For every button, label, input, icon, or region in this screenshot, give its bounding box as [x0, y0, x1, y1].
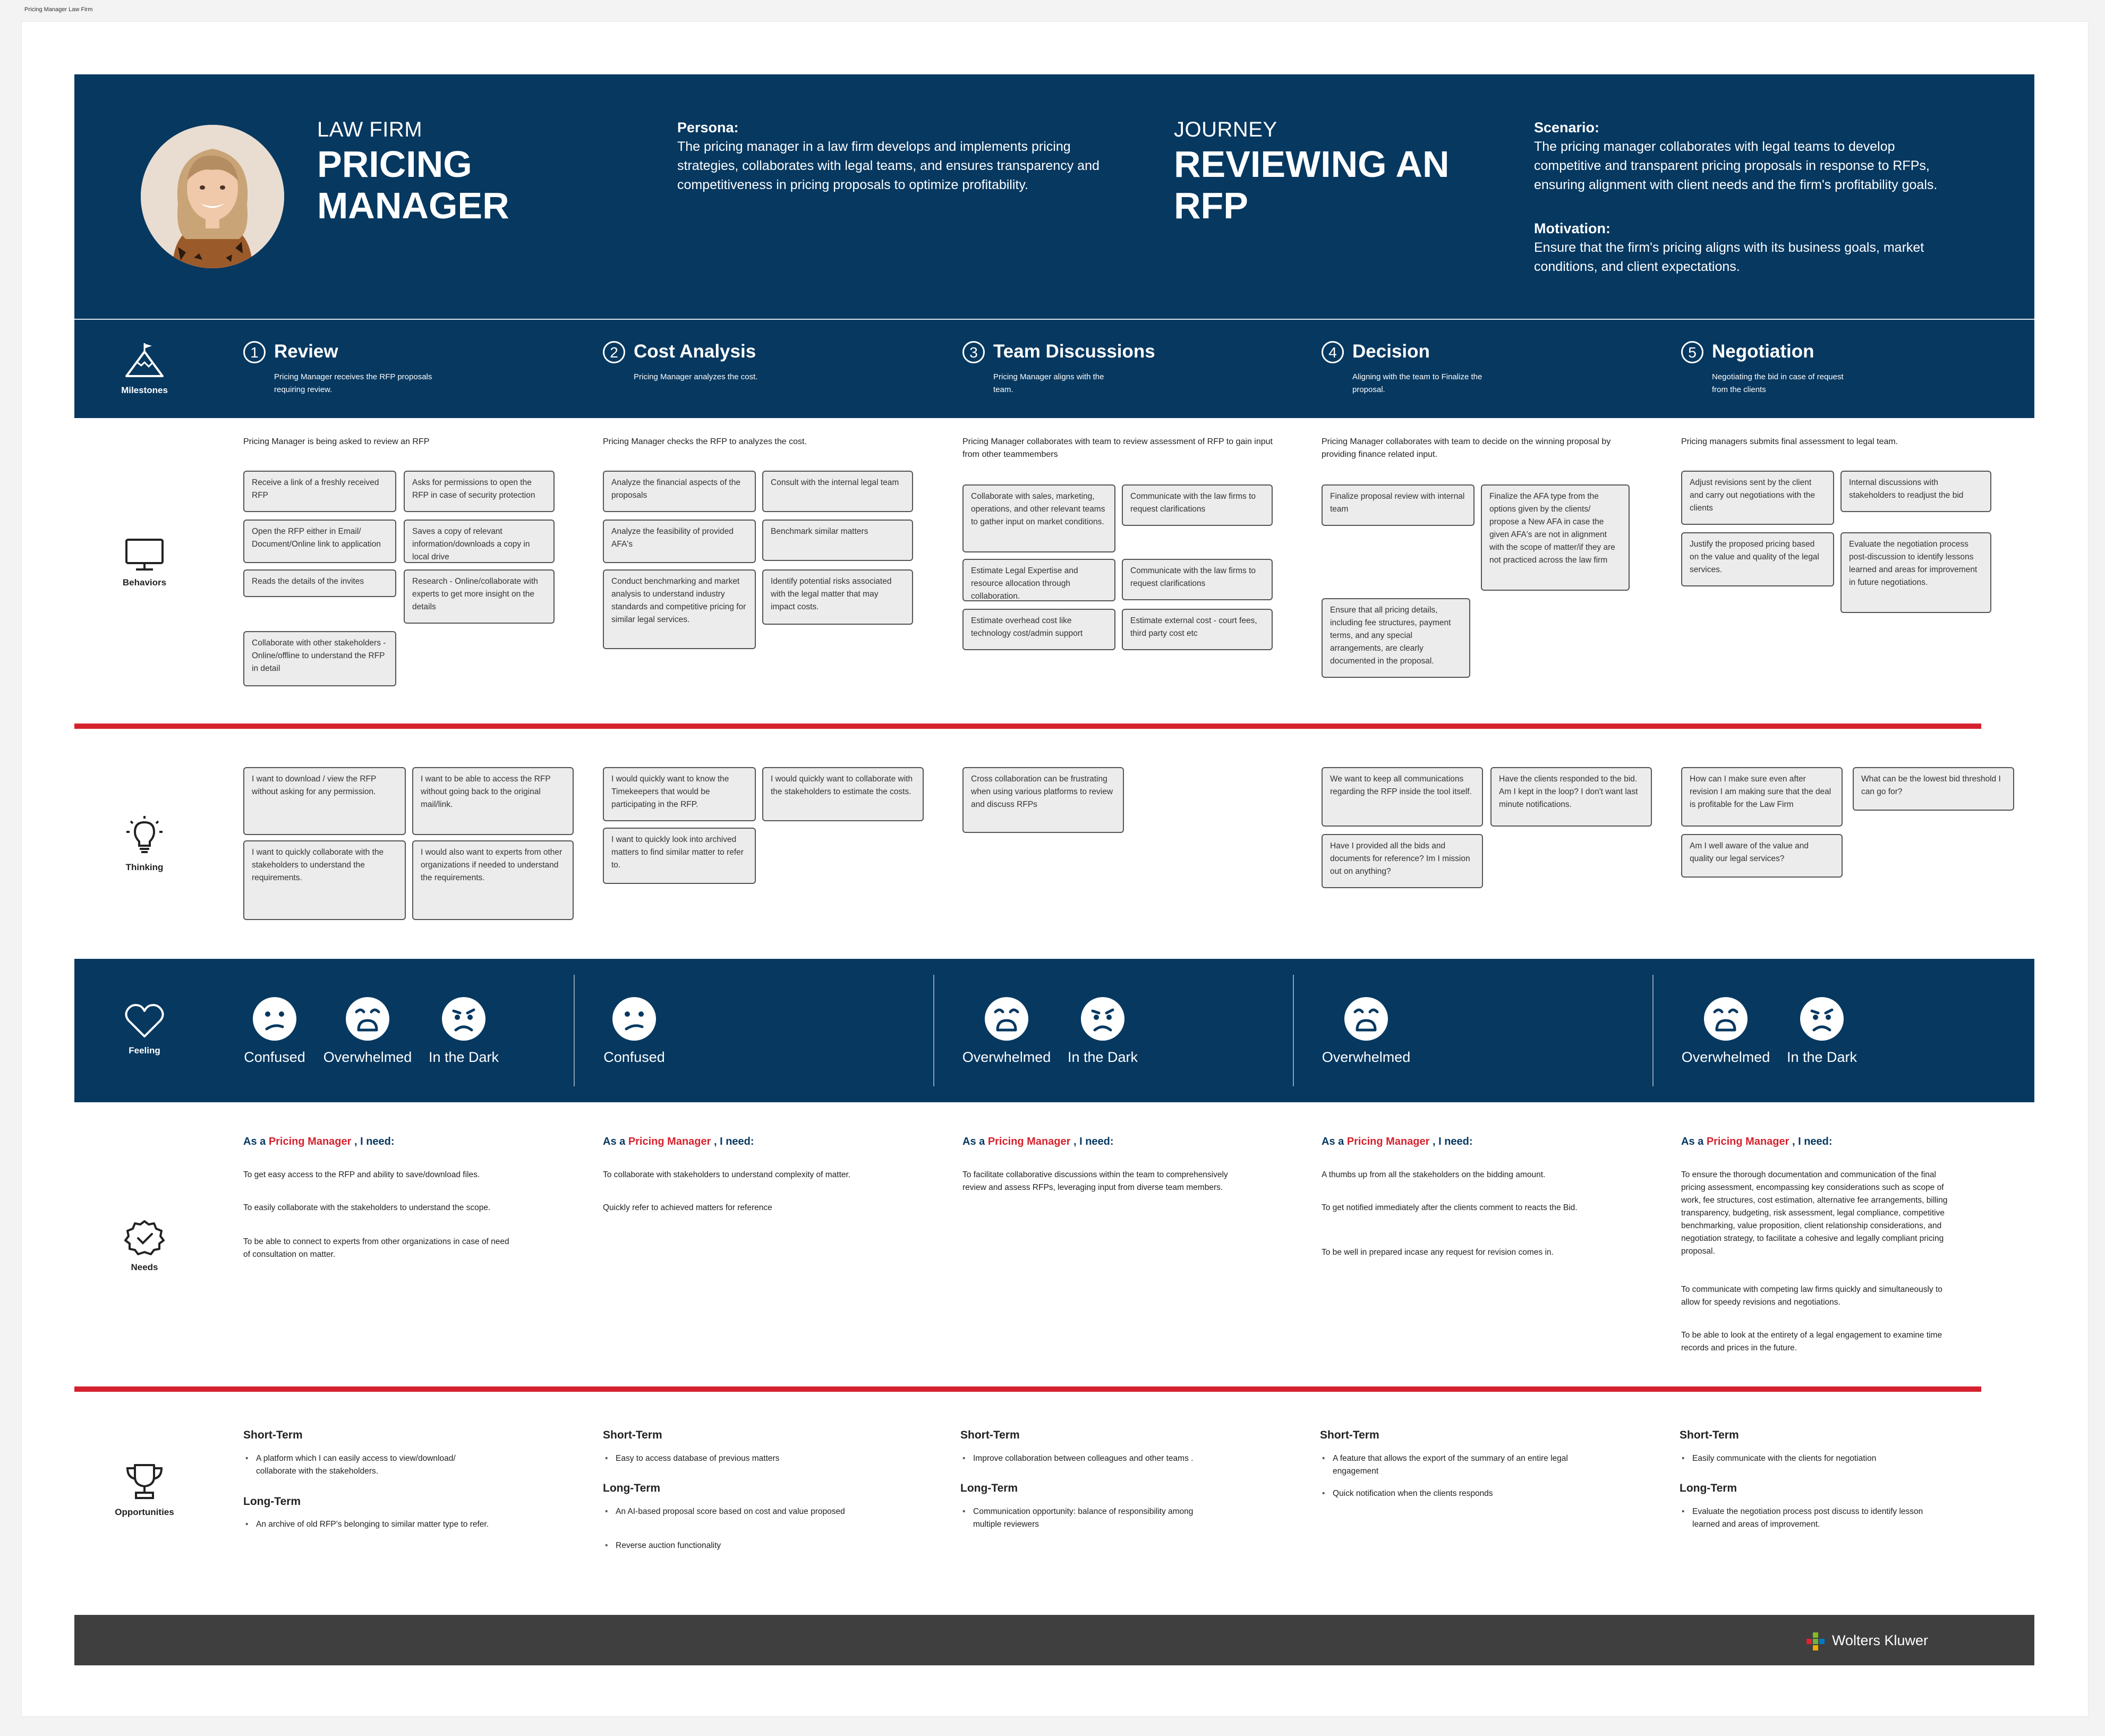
feeling-separator: [933, 975, 934, 1086]
wolters-kluwer-logo-icon: [1806, 1632, 1825, 1650]
footer-bar: [74, 1615, 2034, 1665]
long-term-heading: Long-Term: [1680, 1482, 1737, 1494]
behavior-card: Consult with the internal legal team: [762, 471, 913, 512]
needs-heading: As a Pricing Manager , I need:: [603, 1136, 754, 1147]
behavior-card: Analyze the financial aspects of the proposals: [603, 471, 756, 512]
need-item: To communicate with competing law firms quickly and simultaneously to allow for speedy revisions and negotiations.: [1681, 1285, 1942, 1307]
thinking-label: Thinking: [125, 862, 164, 872]
short-term-heading: Short-Term: [603, 1429, 662, 1441]
behavior-card: Evaluate the negotiation process post-discussion to identify lessons learned and areas for improvement in future negotiations.: [1840, 532, 1991, 613]
behavior-card: Identify potential risks associated with the legal matter that may impact costs.: [762, 569, 913, 625]
behaviors-divider: [74, 724, 1981, 729]
persona-header: [74, 74, 2034, 319]
document-tab-label: Pricing Manager Law Firm: [24, 6, 93, 13]
motivation-label: Motivation:: [1534, 220, 1610, 236]
milestone-2-title: Cost Analysis: [634, 341, 756, 362]
overwhelmed-face-icon: [1703, 996, 1749, 1042]
opportunities-row-label: [113, 1462, 176, 1518]
thinking-card: I would quickly want to know the Timekeepers that would be participating in the RFP.: [603, 767, 756, 821]
brand-logo[interactable]: [1806, 1632, 1928, 1650]
trophy-icon: [123, 1462, 166, 1501]
in-the-dark-face-icon: [1080, 996, 1126, 1042]
behavior-card: Estimate overhead cost like technology cost/admin support: [962, 609, 1115, 650]
feeling-separator: [1652, 975, 1654, 1086]
behavior-card: Estimate external cost - court fees, third party cost etc: [1122, 609, 1273, 650]
short-term-heading: Short-Term: [960, 1429, 1020, 1441]
feeling-label-text: Overwhelmed: [1322, 1049, 1411, 1065]
behaviors-label: Behaviors: [122, 577, 167, 588]
need-item: To get notified immediately after the clients comment to reacts the Bid.: [1322, 1203, 1578, 1212]
role-kicker: LAW FIRM: [317, 118, 423, 141]
behavior-card: Finalize the AFA type from the options given by the clients/ propose a New AFA in case the given AFA's are not in alignment with the scope of matter/if they are not practiced across the law firm: [1481, 484, 1630, 591]
behavior-card: Adjust revisions sent by the client and carry out negotiations with the clients: [1681, 471, 1834, 525]
role-title-line-2: MANAGER: [317, 185, 509, 226]
need-item: To be well in prepared incase any request for revision comes in.: [1322, 1248, 1554, 1257]
thinking-row-label: [113, 814, 176, 873]
feeling-label-text: In the Dark: [1067, 1049, 1138, 1065]
role-title-line-1: PRICING: [317, 143, 472, 185]
persona-text: The pricing manager in a law firm develops and implements pricing strategies, collaborates with legal teams, and ensures transparency and competitiveness in pricing proposals to optimize profitability.: [677, 139, 1100, 192]
need-item: To be able to look at the entirety of a legal engagement to examine time records and prices in the future.: [1681, 1331, 1942, 1352]
short-term-heading: Short-Term: [1320, 1429, 1379, 1441]
behavior-card: Communicate with the law firms to request clarifications: [1122, 559, 1273, 600]
journey-title-line-1: REVIEWING AN: [1174, 143, 1450, 185]
thinking-card: I want to be able to access the RFP without going back to the original mail/link.: [412, 767, 574, 835]
need-item: To be able to connect to experts from other organizations in case of need of consultation on matter.: [243, 1237, 509, 1259]
heart-icon: [123, 1002, 166, 1040]
thinking-card: Have the clients responded to the bid. Am I kept in the loop? I don't want last minute notifications.: [1490, 767, 1652, 827]
feeling-label-text: Confused: [244, 1049, 305, 1065]
feeling-label-text: In the Dark: [1786, 1049, 1857, 1065]
short-term-heading: Short-Term: [243, 1429, 303, 1441]
overwhelmed-face-icon: [984, 996, 1029, 1042]
feeling-row-label: [113, 1002, 176, 1056]
behavior-card: Justify the proposed pricing based on the value and quality of the legal services.: [1681, 532, 1834, 586]
behavior-card: Analyze the feasibility of provided AFA's: [603, 520, 756, 563]
needs-row-label: [113, 1219, 176, 1273]
journey-title-line-2: RFP: [1174, 185, 1248, 226]
behavior-card: Reads the details of the invites: [243, 569, 396, 597]
milestone-1-number: 1: [243, 341, 266, 363]
behavior-card: Receive a link of a freshly received RFP: [243, 471, 396, 512]
milestones-label: Milestones: [121, 385, 168, 395]
motivation-text: Ensure that the firm's pricing aligns with its business goals, market conditions, and client expectations.: [1534, 240, 1924, 274]
feeling-label-text: In the Dark: [428, 1049, 499, 1065]
needs-heading: As a Pricing Manager , I need:: [1681, 1136, 1833, 1147]
behaviors-row-label: [113, 538, 176, 588]
milestones-bar: [74, 320, 2034, 418]
behavior-card: Estimate Legal Expertise and resource allocation through collaboration.: [962, 559, 1115, 601]
overwhelmed-face-icon: [345, 996, 390, 1042]
behavior-intro-1: Pricing Manager is being asked to review an RFP: [243, 437, 430, 446]
milestone-4-subtitle: Aligning with the team to Finalize the proposal.: [1352, 372, 1482, 394]
feeling-label: Feeling: [129, 1045, 160, 1056]
behavior-card: Collaborate with sales, marketing, operations, and other relevant teams to gather input on market conditions.: [962, 484, 1115, 552]
milestone-3-title: Team Discussions: [993, 341, 1155, 362]
opportunity-item: • Evaluate the negotiation process post discuss to identify lesson learned and areas of improvement.: [1680, 1505, 1929, 1531]
thinking-card: I want to download / view the RFP without asking for any permission.: [243, 767, 406, 835]
behavior-card: Finalize proposal review with internal team: [1322, 484, 1475, 526]
need-item: To ensure the thorough documentation and communication of the final pricing assessment, encompassing key considerations such as scope of work, fee structures, cost estimation, alternative fee arrangements, billing transparency, budgeting, risk assessment, legal compliance, competitive benchmarking, value proposition, client relationship considerations, and negotiation strategy, to facilitate a cohesive and legally compliant pricing proposal.: [1681, 1170, 1948, 1256]
needs-divider: [74, 1386, 1981, 1392]
opportunity-item: • An AI-based proposal score based on cost and value proposed: [603, 1505, 853, 1518]
opportunity-item: • A platform which I can easily access to view/download/ collaborate with the stakeholders.: [243, 1452, 493, 1478]
journey-kicker: JOURNEY: [1174, 118, 1277, 141]
mountain-flag-icon: [123, 342, 166, 379]
opportunity-item: • Easy to access database of previous matters: [603, 1452, 853, 1465]
long-term-heading: Long-Term: [243, 1495, 301, 1508]
behavior-intro-4: Pricing Manager collaborates with team to decide on the winning proposal by providing finance related input.: [1322, 437, 1611, 459]
short-term-heading: Short-Term: [1680, 1429, 1739, 1441]
behavior-intro-2: Pricing Manager checks the RFP to analyzes the cost.: [603, 437, 807, 446]
behavior-card: Internal discussions with stakeholders to readjust the bid: [1840, 471, 1991, 512]
behavior-card: Conduct benchmarking and market analysis to understand industry standards and competitive pricing for similar legal services.: [603, 569, 756, 649]
milestone-5-title: Negotiation: [1712, 341, 1814, 362]
confused-face-icon: [611, 996, 657, 1042]
feeling-label-text: Overwhelmed: [323, 1049, 412, 1065]
opportunity-item: • Communication opportunity: balance of responsibility among multiple reviewers: [960, 1505, 1210, 1531]
scenario-text: The pricing manager collaborates with legal teams to develop competitive and transparent pricing proposals in response to RFPs, ensuring alignment with client needs and the firm's profitability goals.: [1534, 139, 1938, 192]
milestone-5-number: 5: [1681, 341, 1703, 363]
milestone-1-subtitle: Pricing Manager receives the RFP proposals requiring review.: [274, 372, 432, 394]
milestone-2-subtitle: Pricing Manager analyzes the cost.: [634, 372, 758, 381]
thinking-card: We want to keep all communications regarding the RFP inside the tool itself.: [1322, 767, 1483, 827]
opportunity-item: • Improve collaboration between colleagues and other teams .: [960, 1452, 1210, 1465]
milestone-1-title: Review: [274, 341, 338, 362]
thinking-card: Have I provided all the bids and documents for reference? Im I mission out on anything?: [1322, 834, 1483, 888]
behavior-card: Research - Online/collaborate with experts to get more insight on the details: [404, 569, 555, 624]
scenario-label: Scenario:: [1534, 120, 1600, 135]
milestone-4-title: Decision: [1352, 341, 1430, 362]
thinking-card: I want to quickly collaborate with the stakeholders to understand the requirements.: [243, 840, 406, 920]
milestones-row-label: [113, 342, 176, 396]
need-item: A thumbs up from all the stakeholders on the bidding amount.: [1322, 1170, 1546, 1179]
milestone-2-number: 2: [603, 341, 625, 363]
verified-badge-icon: [123, 1219, 166, 1256]
persona-label: Persona:: [677, 120, 739, 135]
need-item: To collaborate with stakeholders to understand complexity of matter.: [603, 1170, 851, 1179]
long-term-heading: Long-Term: [960, 1482, 1018, 1494]
needs-heading: As a Pricing Manager , I need:: [243, 1136, 395, 1147]
need-item: To get easy access to the RFP and ability to save/download files.: [243, 1170, 480, 1179]
behavior-card: Benchmark similar matters: [762, 520, 913, 561]
monitor-icon: [123, 538, 166, 572]
feeling-separator: [1293, 975, 1294, 1086]
opportunities-label: Opportunities: [115, 1507, 174, 1517]
behavior-intro-5: Pricing managers submits final assessment to legal team.: [1681, 437, 1898, 446]
thinking-card: I would also want to experts from other organizations if needed to understand the requirements.: [412, 840, 574, 920]
thinking-card: I want to quickly look into archived matters to find similar matter to refer to.: [603, 828, 756, 884]
thinking-card: Am I well aware of the value and quality our legal services?: [1681, 834, 1843, 878]
behavior-card: Saves a copy of relevant information/downloads a copy in local drive: [404, 520, 555, 563]
needs-heading: As a Pricing Manager , I need:: [1322, 1136, 1473, 1147]
behavior-intro-3: Pricing Manager collaborates with team to review assessment of RFP to gain input from other teammembers: [962, 437, 1273, 459]
brand-name: Wolters Kluwer: [1831, 1632, 1928, 1649]
feeling-separator: [574, 975, 575, 1086]
milestone-5-subtitle: Negotiating the bid in case of request from the clients: [1712, 372, 1844, 394]
opportunity-item: • Easily communicate with the clients for negotiation: [1680, 1452, 1929, 1465]
feeling-bar: [74, 959, 2034, 1102]
need-item: To easily collaborate with the stakeholders to understand the scope.: [243, 1203, 491, 1212]
confused-face-icon: [252, 996, 297, 1042]
behavior-card: Communicate with the law firms to request clarifications: [1122, 484, 1273, 526]
needs-heading: As a Pricing Manager , I need:: [962, 1136, 1114, 1147]
need-item: Quickly refer to achieved matters for reference: [603, 1203, 772, 1212]
behavior-card: Asks for permissions to open the RFP in case of security protection: [404, 471, 555, 512]
feeling-label-text: Confused: [603, 1049, 665, 1065]
thinking-card: How can I make sure even after revision I am making sure that the deal is profitable for the Law Firm: [1681, 767, 1843, 827]
thinking-card: What can be the lowest bid threshold I can go for?: [1853, 767, 2014, 811]
milestone-3-number: 3: [962, 341, 985, 363]
persona-avatar: [141, 125, 284, 268]
thinking-card: Cross collaboration can be frustrating when using various platforms to review and discuss RFPs: [962, 767, 1124, 833]
behavior-card: Ensure that all pricing details, including fee structures, payment terms, and any special arrangements, are clearly documented in the proposal.: [1322, 598, 1470, 678]
feeling-label-text: Overwhelmed: [962, 1049, 1051, 1065]
in-the-dark-face-icon: [441, 996, 487, 1042]
opportunity-item: • Reverse auction functionality: [603, 1539, 853, 1552]
milestone-4-number: 4: [1322, 341, 1344, 363]
lightbulb-icon: [123, 814, 166, 856]
milestone-3-subtitle: Pricing Manager aligns with the team.: [993, 372, 1104, 394]
behavior-card: Open the RFP either in Email/ Document/Online link to application: [243, 520, 396, 563]
in-the-dark-face-icon: [1799, 996, 1845, 1042]
thinking-card: I would quickly want to collaborate with the stakeholders to estimate the costs.: [762, 767, 924, 821]
behavior-card: Collaborate with other stakeholders - Online/offline to understand the RFP in detail: [243, 631, 396, 686]
needs-label: Needs: [131, 1262, 158, 1272]
long-term-heading: Long-Term: [603, 1482, 661, 1494]
overwhelmed-face-icon: [1343, 996, 1389, 1042]
feeling-label-text: Overwhelmed: [1681, 1049, 1770, 1065]
need-item: To facilitate collaborative discussions within the team to comprehensively review and assess RFPs, leveraging input from diverse team members.: [962, 1170, 1228, 1192]
opportunity-item: • Quick notification when the clients responds: [1320, 1487, 1570, 1500]
opportunity-item: • A feature that allows the export of the summary of an entire legal engagement: [1320, 1452, 1570, 1478]
opportunity-item: • An archive of old RFP's belonging to similar matter type to refer.: [243, 1518, 493, 1531]
